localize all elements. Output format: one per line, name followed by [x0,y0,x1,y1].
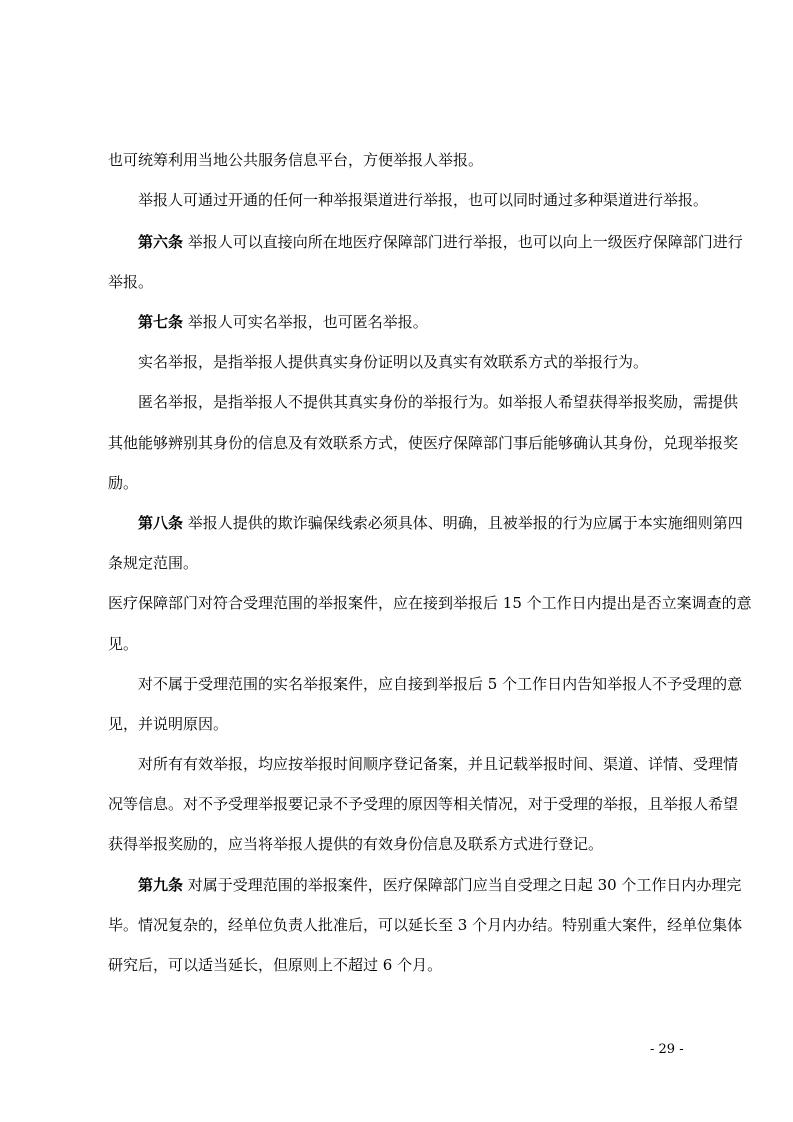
paragraph-line: 励。 [108,474,139,492]
paragraph-line: 实名举报，是指举报人提供真实身份证明以及真实有效联系方式的举报行为。 [138,353,649,371]
article-six-heading: 第六条 [138,233,184,251]
page-number: - 29 - [650,1042,684,1057]
paragraph-line: 其他能够辨别其身份的信息及有效联系方式，使医疗保障部门事后能够确认其身份，兑现举报奖 [108,434,739,452]
paragraph-line: 获得举报奖励的，应当将举报人提供的有效身份信息及联系方式进行登记。 [108,835,604,853]
paragraph-line: 毕。情况复杂的，经单位负责人批准后，可以延长至 3 个月内办结。特别重大案件，经单位集体 [108,916,743,934]
paragraph-line: 况等信息。对不予受理举报要记录不予受理的原因等相关情况，对于受理的举报，且举报人希望 [108,795,739,813]
paragraph-line: 匿名举报，是指举报人不提供其真实身份的举报行为。如举报人希望获得举报奖励，需提供 [138,393,739,411]
article-nine-heading: 第九条 [138,876,184,894]
paragraph-line: 条规定范围。 [108,554,199,572]
paragraph-line: 见，并说明原因。 [108,715,229,733]
paragraph-line: 医疗保障部门对符合受理范围的举报案件，应在接到举报后 15 个工作日内提出是否立案调查的意 [108,594,752,612]
article-nine-text: 对属于受理范围的举报案件，医疗保障部门应当自受理之日起 30 个工作日内办理完 [187,876,742,894]
article-seven-text: 举报人可实名举报，也可匿名举报。 [187,313,428,331]
article-six-line [138,232,743,252]
paragraph-line: 见。 [108,635,139,653]
article-seven-line [138,312,428,332]
article-nine-line [138,875,741,895]
article-six-text: 举报人可以直接向所在地医疗保障部门进行举报，也可以向上一级医疗保障部门进行 [187,233,743,251]
article-eight-heading: 第八条 [138,514,184,532]
paragraph-line: 对不属于受理范围的实名举报案件，应自接到举报后 5 个工作日内告知举报人不予受理的意 [138,675,743,693]
paragraph-line: 也可统筹利用当地公共服务信息平台，方便举报人举报。 [108,151,484,169]
paragraph-line: 研究后，可以适当延长，但原则上不超过 6 个月。 [108,956,443,974]
paragraph-line: 对所有有效举报，均应按举报时间顺序登记备案，并且记载举报时间、渠道、详情、受理情 [138,755,739,773]
paragraph-line: 举报。 [108,273,154,291]
article-eight-text: 举报人提供的欺诈骗保线索必须具体、明确，且被举报的行为应属于本实施细则第四 [187,514,743,532]
article-eight-line [138,513,743,533]
article-seven-heading: 第七条 [138,313,184,331]
paragraph-line: 举报人可通过开通的任何一种举报渠道进行举报，也可以同时通过多种渠道进行举报。 [138,191,709,209]
